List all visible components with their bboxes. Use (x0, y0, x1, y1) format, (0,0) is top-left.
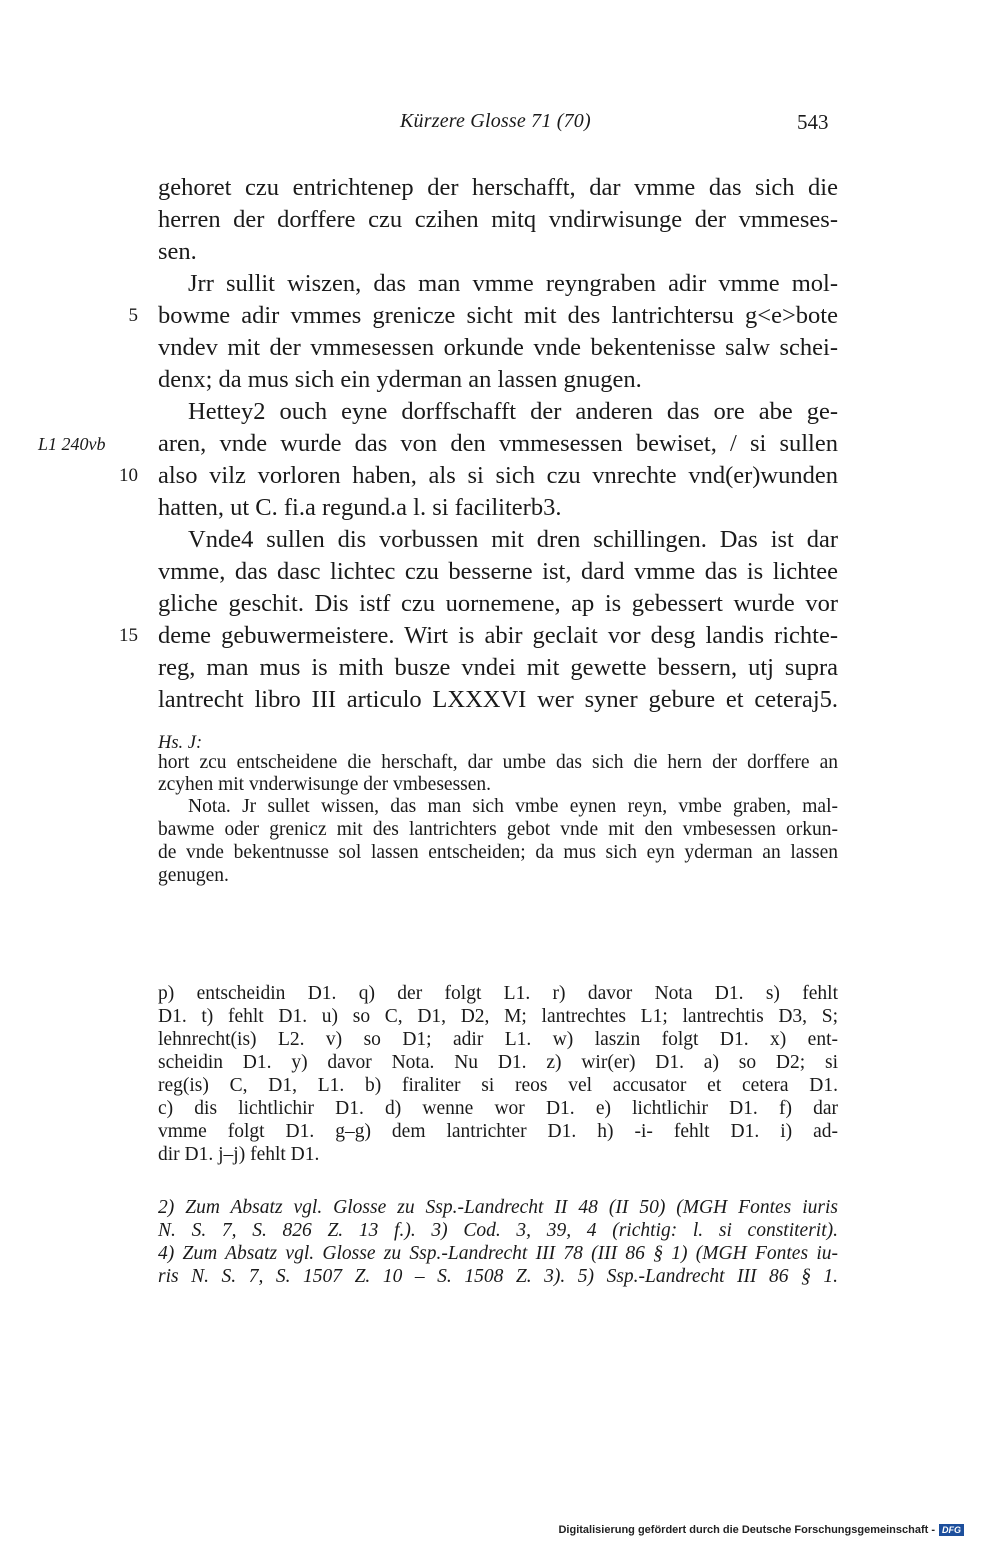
text-line: sen. (158, 238, 197, 265)
text-line: hatten, ut C. fi.a regund.a l. si faciliterb3. (158, 494, 562, 521)
footnote-line: 4) Zum Absatz vgl. Glosse zu Ssp.-Landrecht III 78 (III 86 § 1) (MGH Fontes iu- (158, 1243, 838, 1264)
text-line: bowme adir vmmes grenicze sicht mit des lantrichtersu g<e>bote (158, 302, 838, 329)
apparatus-line: lehnrecht(is) L2. v) so D1; adir L1. w) laszin folgt D1. x) ent- (158, 1029, 838, 1050)
text-line: herren der dorffere czu czihen mitq vndirwisunge der vmmeses- (158, 206, 838, 233)
apparatus-line: scheidin D1. y) davor Nota. Nu D1. z) wir(er) D1. a) so D2; si (158, 1052, 838, 1073)
manuscript-line: bawme oder grenicz mit des lantrichters gebot vnde mit den vmbesessen orkun- (158, 819, 838, 840)
text-line: deme gebuwermeistere. Wirt is abir geclait vor desg landis richte- (158, 622, 838, 649)
text-line: aren, vnde wurde das von den vmmesessen bewiset, / si sullen (158, 430, 838, 457)
footnote-line: N. S. 7, S. 826 Z. 13 f.). 3) Cod. 3, 39, 4 (richtig: l. si constiterit). (158, 1220, 838, 1241)
apparatus-line: D1. t) fehlt D1. u) so C, D1, D2, M; lantrechtes L1; lantrechtis D3, S; (158, 1006, 838, 1027)
manuscript-line: de vnde bekentnusse sol lassen entscheiden; da mus sich eyn yderman an lassen (158, 842, 838, 863)
text-line: also vilz vorloren haben, als si sich czu vnrechte vnd(er)wunden (158, 462, 838, 489)
text-line: vndev mit der vmmesessen orkunde vnde bekentenisse salw schei- (158, 334, 838, 361)
text-line: Vnde4 sullen dis vorbussen mit dren schillingen. Das ist dar (188, 526, 838, 553)
line-number: 15 (119, 625, 138, 646)
manuscript-line: zcyhen mit vnderwisunge der vmbesessen. (158, 774, 492, 795)
apparatus-line: p) entscheidin D1. q) der folgt L1. r) davor Nota D1. s) fehlt (158, 983, 838, 1004)
line-number: 5 (128, 305, 138, 326)
apparatus-line: c) dis lichtlichir D1. d) wenne wor D1. e) lichtlichir D1. f) dar (158, 1098, 838, 1119)
apparatus-line: vmme folgt D1. g–g) dem lantrichter D1. h) -i- fehlt D1. i) ad- (158, 1121, 838, 1142)
dfg-logo-icon: DFG (939, 1524, 964, 1536)
text-line: Jrr sullit wiszen, das man vmme reyngraben adir vmme mol- (188, 270, 838, 297)
manuscript-line: genugen. (158, 865, 229, 886)
margin-folio-note: L1 240vb (38, 434, 106, 454)
text-line: vmme, das dasc lichtec czu besserne ist, dard vmme das is lichtee (158, 558, 838, 585)
text-line: gliche geschit. Dis istf czu uornemene, ap is gebessert wurde vor (158, 590, 838, 617)
manuscript-label: Hs. J: (158, 733, 203, 753)
apparatus-line: reg(is) C, D1, L1. b) firaliter si reos vel accusator et cetera D1. (158, 1075, 838, 1096)
apparatus-line: dir D1. j–j) fehlt D1. (158, 1144, 320, 1165)
text-line: lantrecht libro III articulo LXXXVI wer syner gebure et ceteraj5. (158, 686, 838, 713)
line-number: 10 (119, 465, 138, 486)
text-line: denx; da mus sich ein yderman an lassen gnugen. (158, 366, 642, 393)
text-line: gehoret czu entrichtenep der herschafft, dar vmme das sich die (158, 174, 838, 201)
page-number: 543 (797, 110, 829, 134)
text-line: Hettey2 ouch eyne dorffschafft der anderen das ore abe ge- (188, 398, 838, 425)
running-header-title: Kürzere Glosse 71 (70) (400, 110, 591, 132)
footnote-line: 2) Zum Absatz vgl. Glosse zu Ssp.-Landrecht II 48 (II 50) (MGH Fontes iuris (158, 1197, 838, 1218)
manuscript-line: Nota. Jr sullet wissen, das man sich vmbe eynen reyn, vmbe graben, mal- (188, 796, 838, 817)
manuscript-line: hort zcu entscheidene die herschaft, dar umbe das sich die hern der dorffere an (158, 752, 838, 773)
credit-text: Digitalisierung gefördert durch die Deutsche Forschungsgemeinschaft - (558, 1524, 935, 1536)
text-line: reg, man mus is mith busze vndei mit gewette bessern, utj supra (158, 654, 838, 681)
digitization-credit (558, 1524, 964, 1536)
footnote-line: ris N. S. 7, S. 1507 Z. 10 – S. 1508 Z. 3). 5) Ssp.-Landrecht III 86 § 1. (158, 1266, 838, 1287)
